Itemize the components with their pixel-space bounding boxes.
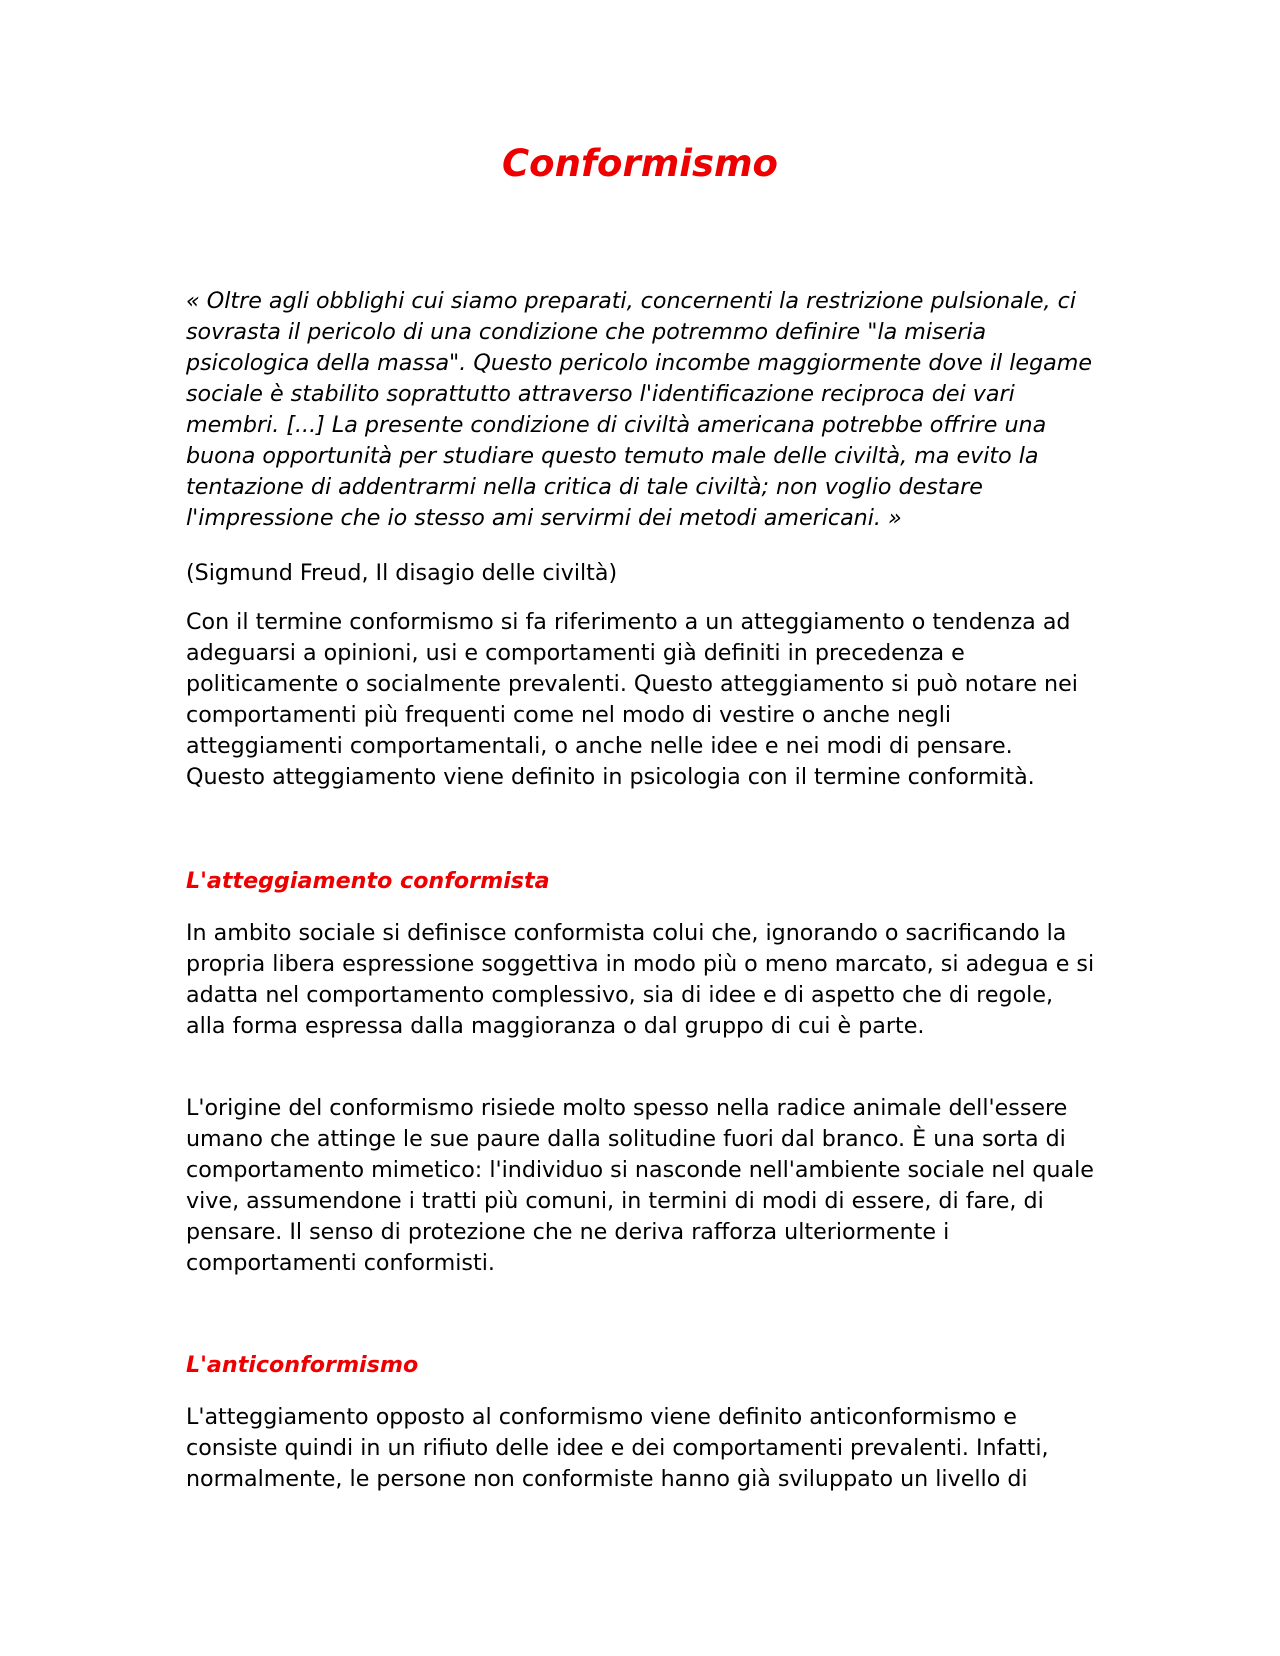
quote-citation: (Sigmund Freud, Il disagio delle civiltà) [186,560,618,586]
freud-quote [186,286,1098,534]
section-heading-atteggiamento-conformista: L'atteggiamento conformista [186,868,550,894]
quote-text: Oltre agli obblighi cui siamo preparati, concernenti la restrizione pulsionale, ci sovrasta il pericolo di una condizione che potremmo definire "la miseria psicologica della massa". Questo pericolo incombe maggiormente dove il legame sociale è stabilito soprattutto attraverso l'identificazione reciproca dei vari membri. [...] La presente condizione di civiltà americana potrebbe offrire una buona opportunità per studiare questo temuto male delle civiltà, ma evito la tentazione di addentrarmi nella critica di tale civiltà; non voglio destare l'impressione che io stesso ami servirmi dei metodi americani. [186,288,1093,531]
quote-close-mark: » [888,505,902,531]
section-paragraph: L'atteggiamento opposto al conformismo viene definito anticonformismo e consiste quindi in un rifiuto delle idee e dei comportamenti prevalenti. Infatti, normalmente, le persone non conformiste hanno già sviluppato un livello di [186,1404,1049,1492]
section-paragraph: L'origine del conformismo risiede molto spesso nella radice animale dell'essere umano che attinge le sue paure dalla solitudine fuori dal branco. È una sorta di comportamento mimetico: l'individuo si nasconde nell'ambiente sociale nel quale vive, assumendone i tratti più comuni, in termini di modi di essere, di fare, di pensare. Il senso di protezione che ne deriva rafforza ulteriormente i comportamenti conformisti. [186,1095,1094,1276]
quote-open-mark: « [186,288,200,314]
section-heading-anticonformismo: L'anticonformismo [186,1352,419,1378]
page-title: Conformismo [502,142,778,185]
section-paragraph: In ambito sociale si definisce conformista colui che, ignorando o sacrificando la propria libera espressione soggettiva in modo più o meno marcato, si adegua e si adatta nel comportamento complessivo, sia di idee e di aspetto che di regole, alla forma espressa dalla maggioranza o dal gruppo di cui è parte. [186,920,1095,1039]
intro-paragraph: Con il termine conformismo si fa riferimento a un atteggiamento o tendenza ad adeguarsi a opinioni, usi e comportamenti già definiti in precedenza e politicamente o socialmente prevalenti. Questo atteggiamento si può notare nei comportamenti più frequenti come nel modo di vestire o anche negli atteggiamenti comportamentali, o anche nelle idee e nei modi di pensare. Questo atteggiamento viene definito in psicologia con il termine conformità. [186,609,1078,790]
